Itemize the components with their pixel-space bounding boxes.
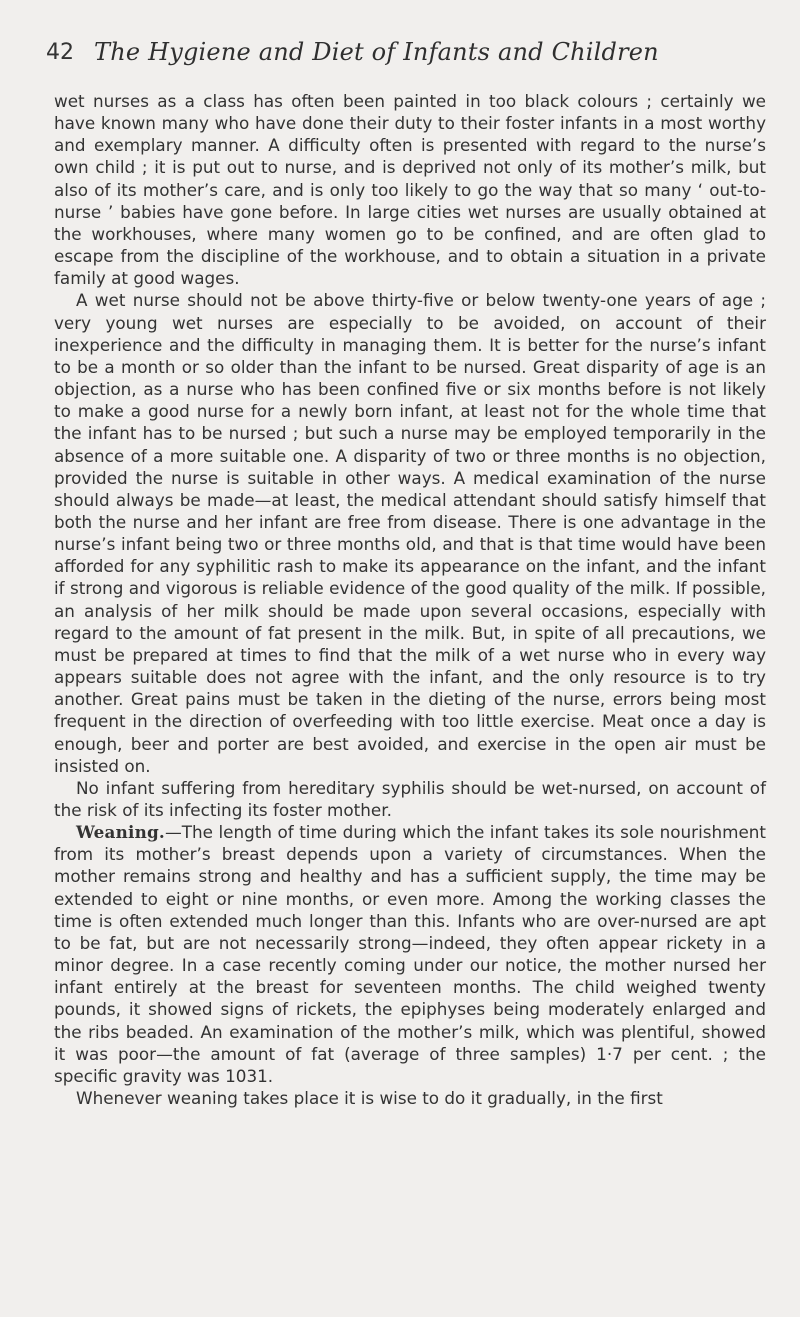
page-number: 42 [46,40,74,65]
running-title: The Hygiene and Diet of Infants and Children [94,38,659,66]
weaning-text: —The length of time during which the infant takes its sole nourishment from its mother’s breast depends upon a variety of circumstances. When the mother remains strong and healthy and has a sufficient supply, the time may be extended to eight or nine months, or even more. Among the working classes the time is often extended much longer than this. Infants who are over-nursed are apt to be fat, but are not necessarily strong—indeed, they often appear rickety in a minor degree. In a case recently coming under our notice, the mother nursed her infant entirely at the breast for seventeen months. The child weighed twenty pounds, it showed signs of rickets, the epiphyses being moderately enlarged and the ribs beaded. An examination of the mother’s milk, which was plentiful, showed it was poor—the amount of fat (average of three samples) 1·7 per cent. ; the specific gravity was 1031. [54,822,766,1086]
paragraph-gradual-weaning: Whenever weaning takes place it is wise to do it gradually, in the first [76,1088,663,1109]
paragraph-hereditary-syphilis: No infant suffering from hereditary syphilis should be wet-nursed, on account of the risk of its infecting its foster mother. [54,777,766,820]
paragraph-weaning [54,821,766,1087]
weaning-heading: Weaning. [76,822,165,843]
page-header [46,38,766,70]
paragraph-wet-nurse-age: A wet nurse should not be above thirty-five or below twenty-one years of age ; very young wet nurses are especially to be avoided, on account of their inexperience and the difficulty in managing them. It is better for the nurse’s infant to be a month or so older than the infant to be nursed. Great disparity of age is an objection, as a nurse who has been confined five or six months before is not likely to make a good nurse for a newly born infant, at least not for the whole time that the infant has to be nursed ; but such a nurse may be employed temporarily in the absence of a more suitable one. A disparity of two or three months is no objection, provided the nurse is suitable in other ways. A medical examination of the nurse should always be made—at least, the medical attendant should satisfy himself that both the nurse and her infant are free from disease. There is one advantage in the nurse’s infant being two or three months old, and that is that time would have been afforded for any syphilitic rash to make its appearance on the infant, and the infant if strong and vigorous is reliable evidence of the good quality of the milk. If possible, an analysis of her milk should be made upon several occasions, especially with regard to the amount of fat present in the milk. But, in spite of all precautions, we must be prepared at times to find that the milk of a wet nurse who in every way appears suitable does not agree with the infant, and the only resource is to try another. Great pains must be taken in the dieting of the nurse, errors being most frequent in the direction of overfeeding with too little exercise. Meat once a day is enough, beer and porter are best avoided, and exercise in the open air must be insisted on. [54,290,766,776]
paragraph-wet-nurses-class: wet nurses as a class has often been painted in too black colours ; certainly we have known many who have done their duty to their foster infants in a most worthy and exemplary manner. A difficulty often is presented with regard to the nurse’s own child ; it is put out to nurse, and is deprived not only of its mother’s milk, but also of its mother’s care, and is only too likely to go the way that so many ‘ out-to-nurse ’ babies have gone before. In large cities wet nurses are usually obtained at the workhouses, where many women go to be confined, and are often glad to escape from the discipline of the workhouse, and to obtain a situation in a private family at good wages. [54,91,766,289]
body-text [54,90,766,1109]
